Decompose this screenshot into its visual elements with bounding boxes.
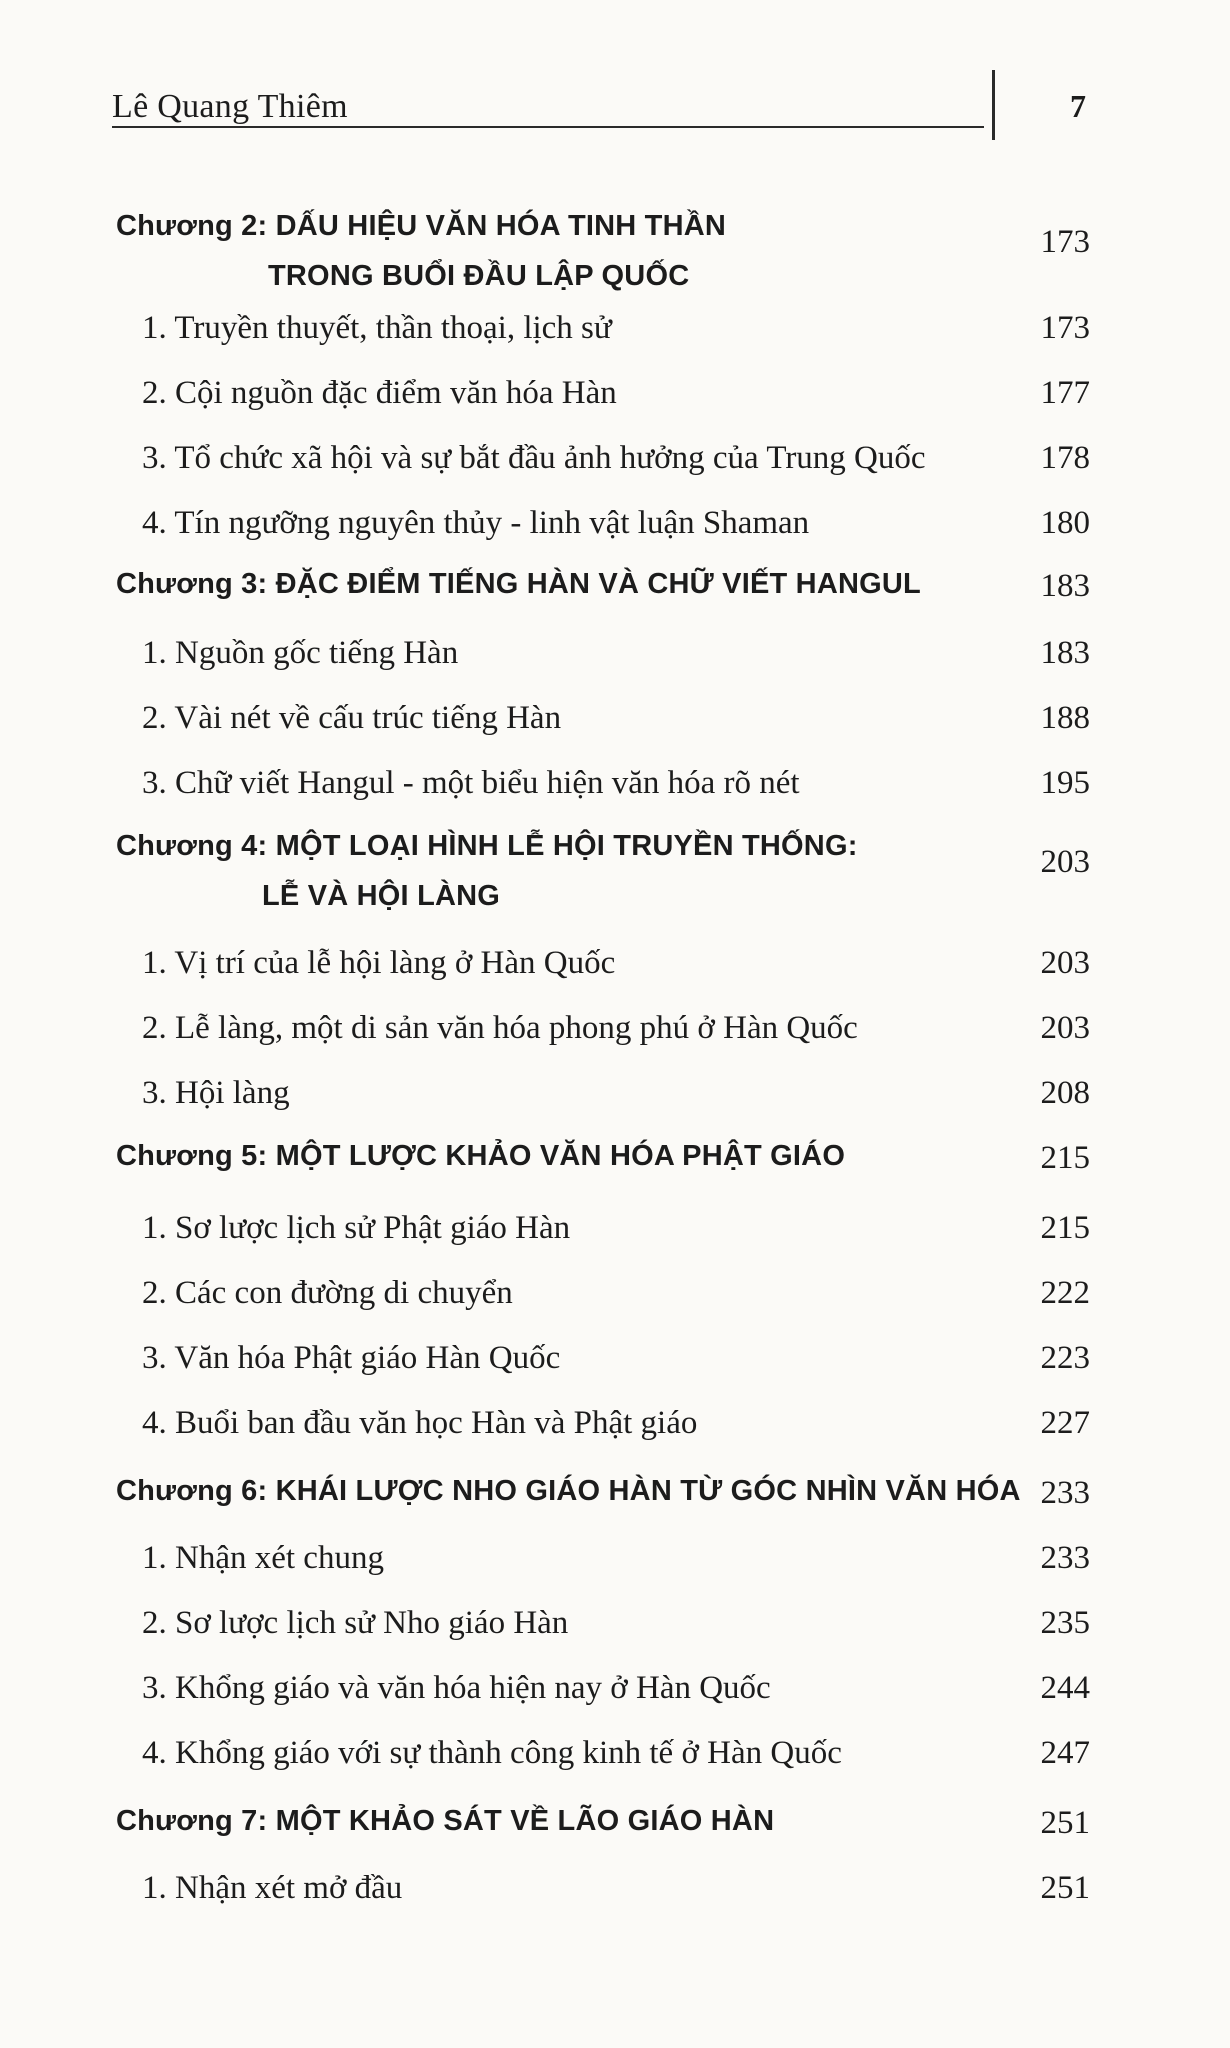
toc-page-number: 188: [1040, 700, 1090, 736]
chapter-heading: [116, 210, 726, 243]
chapter-label: Chương 6:: [116, 1475, 268, 1507]
toc-page-number: 208: [1040, 1075, 1090, 1111]
toc-page-number: 215: [1040, 1210, 1090, 1246]
chapter-label: Chương 3:: [116, 568, 268, 600]
chapter-heading: [116, 1475, 1021, 1508]
chapter-title: MỘT KHẢO SÁT VỀ LÃO GIÁO HÀN: [267, 1805, 775, 1837]
chapter-title-continued: LỄ VÀ HỘI LÀNG: [262, 880, 501, 912]
toc-page-number: 173: [1040, 310, 1090, 346]
section-title: 3. Văn hóa Phật giáo Hàn Quốc: [142, 1340, 561, 1376]
section-title: 3. Hội làng: [142, 1075, 290, 1111]
section-title: 1. Nhận xét chung: [142, 1540, 384, 1576]
toc-page-number: 233: [1040, 1475, 1090, 1511]
toc-page-number: 180: [1040, 505, 1090, 541]
chapter-title: ĐẶC ĐIỂM TIẾNG HÀN VÀ CHỮ VIẾT HANGUL: [267, 568, 921, 600]
toc-page-number: 235: [1040, 1605, 1090, 1641]
toc-page-number: 247: [1040, 1735, 1090, 1771]
chapter-heading: [116, 830, 858, 863]
chapter-title: MỘT LƯỢC KHẢO VĂN HÓA PHẬT GIÁO: [267, 1140, 846, 1172]
chapter-label: Chương 2:: [116, 210, 268, 242]
section-title: 4. Tín ngưỡng nguyên thủy - linh vật luận Shaman: [142, 505, 810, 541]
section-title: 2. Lễ làng, một di sản văn hóa phong phú ở Hàn Quốc: [142, 1010, 858, 1046]
toc-page-number: 183: [1040, 635, 1090, 671]
section-title: 3. Tổ chức xã hội và sự bắt đầu ảnh hưởng của Trung Quốc: [142, 440, 926, 476]
chapter-heading: [116, 1140, 845, 1173]
toc-page-number: 178: [1040, 440, 1090, 476]
toc-page-number: 183: [1040, 568, 1090, 604]
section-title: 2. Sơ lược lịch sử Nho giáo Hàn: [142, 1605, 569, 1641]
toc-page-number: 215: [1040, 1140, 1090, 1176]
toc-page-number: 203: [1040, 844, 1090, 880]
section-title: 1. Vị trí của lễ hội làng ở Hàn Quốc: [142, 945, 616, 981]
section-title: 2. Vài nét về cấu trúc tiếng Hàn: [142, 700, 562, 736]
toc-page-number: 177: [1040, 375, 1090, 411]
toc-page-number: 203: [1040, 1010, 1090, 1046]
chapter-heading: [116, 568, 921, 601]
section-title: 1. Sơ lược lịch sử Phật giáo Hàn: [142, 1210, 571, 1246]
chapter-title: KHÁI LƯỢC NHO GIÁO HÀN TỪ GÓC NHÌN VĂN HÓA: [267, 1475, 1021, 1507]
toc-page-number: 203: [1040, 945, 1090, 981]
toc-page-number: 223: [1040, 1340, 1090, 1376]
section-title: 1. Truyền thuyết, thần thoại, lịch sử: [142, 310, 612, 346]
toc-page-number: 173: [1040, 224, 1090, 260]
section-title: 1. Nguồn gốc tiếng Hàn: [142, 635, 459, 671]
page-number: 7: [1070, 88, 1086, 124]
toc-page-number: 195: [1040, 765, 1090, 801]
chapter-label: Chương 5:: [116, 1140, 268, 1172]
section-title: 3. Chữ viết Hangul - một biểu hiện văn hóa rõ nét: [142, 765, 800, 801]
section-title: 2. Cội nguồn đặc điểm văn hóa Hàn: [142, 375, 617, 411]
chapter-heading: [116, 1805, 774, 1838]
chapter-title: DẤU HIỆU VĂN HÓA TINH THẦN: [267, 210, 727, 242]
section-title: 4. Khổng giáo với sự thành công kinh tế ở Hàn Quốc: [142, 1735, 842, 1771]
chapter-label: Chương 7:: [116, 1805, 268, 1837]
running-header-author: Lê Quang Thiêm: [112, 88, 348, 125]
chapter-label: Chương 4:: [116, 830, 268, 862]
chapter-title-continued: TRONG BUỔI ĐẦU LẬP QUỐC: [268, 260, 690, 292]
chapter-title: MỘT LOẠI HÌNH LỄ HỘI TRUYỀN THỐNG:: [267, 830, 858, 862]
toc-page-number: 227: [1040, 1405, 1090, 1441]
toc-page-number: 244: [1040, 1670, 1090, 1706]
toc-page-number: 222: [1040, 1275, 1090, 1311]
section-title: 4. Buổi ban đầu văn học Hàn và Phật giáo: [142, 1405, 698, 1441]
section-title: 2. Các con đường di chuyển: [142, 1275, 513, 1311]
section-title: 3. Khổng giáo và văn hóa hiện nay ở Hàn Quốc: [142, 1670, 771, 1706]
toc-page-number: 251: [1040, 1805, 1090, 1841]
toc-page-number: 251: [1040, 1870, 1090, 1906]
section-title: 1. Nhận xét mở đầu: [142, 1870, 403, 1906]
toc-page-number: 233: [1040, 1540, 1090, 1576]
